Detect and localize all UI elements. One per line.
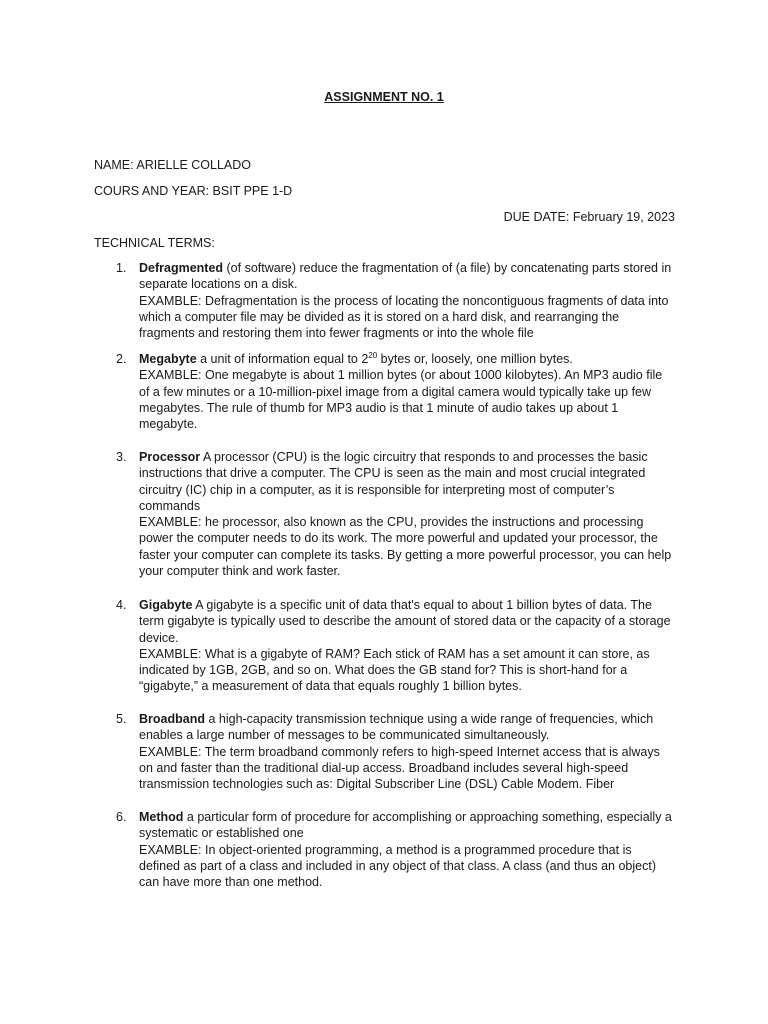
term-definition [139, 260, 676, 293]
term-definition [139, 351, 676, 367]
student-name: NAME: ARIELLE COLLADO [94, 158, 252, 172]
section-heading: TECHNICAL TERMS: [94, 236, 215, 250]
term-definition [139, 597, 676, 646]
definition-text: A processor (CPU) is the logic circuitry that responds to and processes the basic instructions that drive a computer. The CPU is seen as the main and most crucial integrated circuitry (IC) chip in a computer, as it is responsible for interpreting most of computer’s commands [139, 450, 648, 513]
term-number: 5. [116, 712, 127, 726]
term-name: Megabyte [139, 352, 197, 366]
definition-text: bytes or, loosely, one million bytes. [377, 352, 573, 366]
term-example: EXAMBLE: What is a gigabyte of RAM? Each stick of RAM has a set amount it can store, as indicated by 1GB, 2GB, and so on. What does the GB stand for? This is short-hand for a “gigabyte,” a measurement of data that equals roughly 1 billion bytes. [139, 646, 650, 694]
course-and-year: COURS AND YEAR: BSIT PPE 1-D [94, 184, 293, 198]
term-name: Processor [139, 450, 201, 464]
definition-text: a high-capacity transmission technique using a wide range of frequencies, which enables a large number of messages to be communicated simultaneously. [139, 712, 654, 743]
due-date: DUE DATE: February 19, 2023 [503, 210, 675, 224]
exponent: 20 [368, 351, 378, 360]
term-example: EXAMBLE: One megabyte is about 1 million bytes (or about 1000 kilobytes). An MP3 audio file of a few minutes or a 10-million-pixel image from a digital camera would typically take up few megabytes. The rule of thumb for MP3 audio is that 1 minute of audio takes up about 1 megabyte. [139, 368, 663, 432]
term-example: EXAMBLE: he processor, also known as the CPU, provides the instructions and processing power the computer needs to do its work. The more powerful and updated your processor, the faster your computer can complete its tasks. By getting a more powerful processor, you can help your computer think and work faster. [139, 515, 672, 579]
document-title: ASSIGNMENT NO. 1 [324, 90, 444, 104]
term-number: 3. [116, 450, 127, 464]
term-item-broadband [116, 711, 676, 792]
term-number: 4. [116, 598, 127, 612]
term-definition [139, 711, 676, 744]
definition-text: A gigabyte is a specific unit of data that's equal to about 1 billion bytes of data. The term gigabyte is typically used to describe the amount of stored data or the capacity of a storage device. [139, 598, 671, 645]
term-number: 6. [116, 810, 127, 824]
term-item-megabyte [116, 351, 676, 432]
term-name: Defragmented [139, 261, 224, 275]
term-item-defragmented [116, 260, 676, 341]
term-definition [139, 809, 676, 842]
term-definition [139, 449, 676, 514]
term-item-processor [116, 449, 676, 579]
definition-text: (of software) reduce the fragmentation of (a file) by concatenating parts stored in separate locations on a disk. [139, 261, 672, 292]
term-name: Broadband [139, 712, 205, 726]
term-item-method [116, 809, 676, 890]
term-example: EXAMBLE: Defragmentation is the process of locating the noncontiguous fragments of data into which a computer file may be divided as it is stored on a hard disk, and rearranging the fragments and restoring them into fewer fragments or into the whole file [139, 293, 669, 341]
term-item-gigabyte [116, 597, 676, 695]
definition-text: a particular form of procedure for accomplishing or approaching something, especially a systematic or established one [139, 810, 672, 841]
definition-text: a unit of information equal to 2 [196, 352, 369, 366]
term-name: Gigabyte [139, 598, 193, 612]
term-example: EXAMBLE: The term broadband commonly refers to high-speed Internet access that is always on and faster than the traditional dial-up access. Broadband includes several high-speed transmission technologies such as: Digital Subscriber Line (DSL) Cable Modem. Fiber [139, 744, 660, 792]
term-number: 1. [116, 261, 127, 275]
term-number: 2. [116, 352, 127, 366]
term-example: EXAMBLE: In object-oriented programming, a method is a programmed procedure that is defined as part of a class and included in any object of that class. A class (and thus an object) can have more than one method. [139, 842, 656, 890]
term-name: Method [139, 810, 184, 824]
